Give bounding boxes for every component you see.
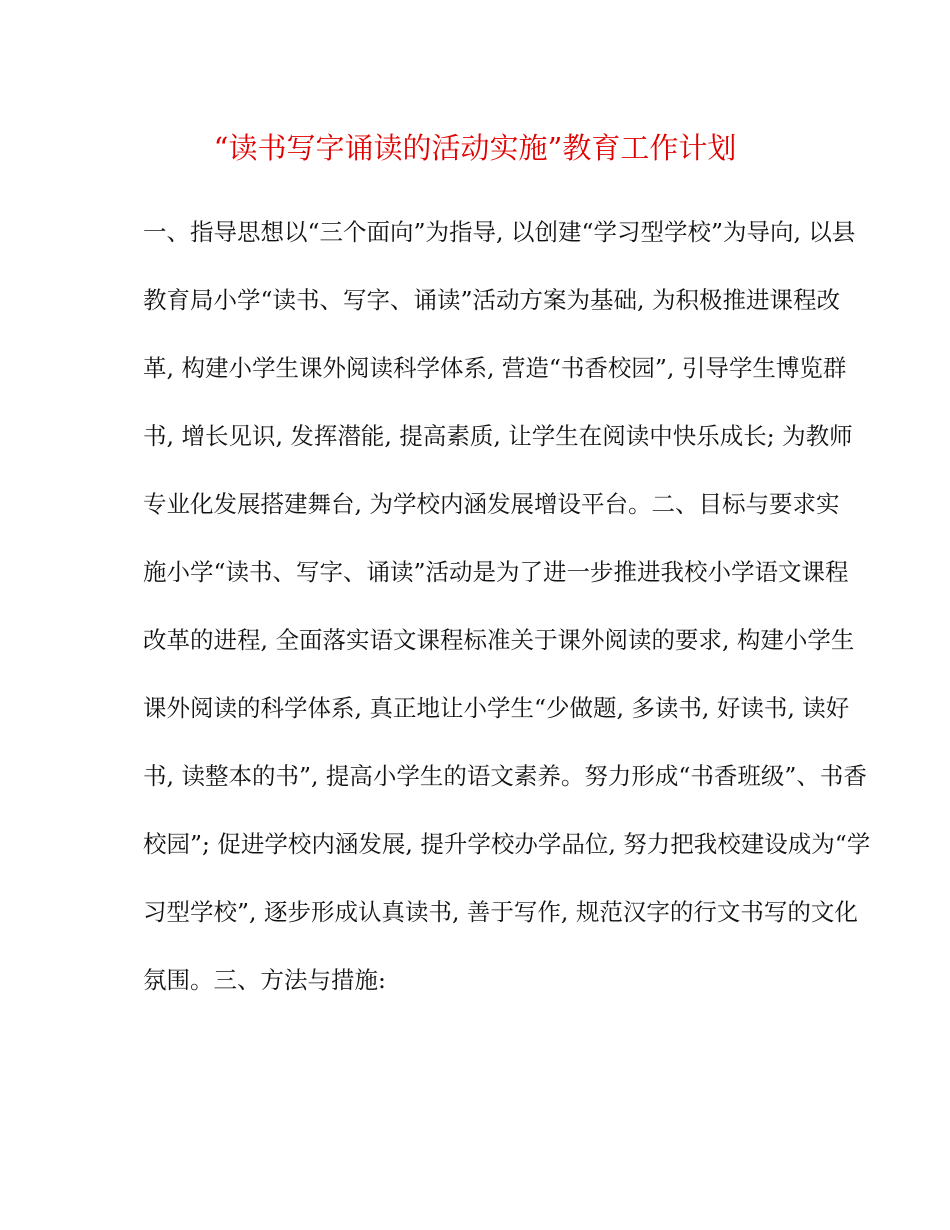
- body-line: 书, 读整本的书”, 提高小学生的语文素养。努力形成“书香班级”、书香: [143, 762, 867, 790]
- body-line: 改革的进程, 全面落实语文课程标准关于课外阅读的要求, 构建小学生: [143, 626, 855, 654]
- body-line: 一、指导思想以“三个面向”为指导, 以创建“学习型学校”为导向, 以县: [143, 218, 856, 246]
- body-line: 专业化发展搭建舞台, 为学校内涵发展增设平台。二、目标与要求实: [143, 490, 840, 518]
- body-line: 教育局小学“读书、写字、诵读”活动方案为基础, 为积极推进课程改: [143, 286, 840, 314]
- document-body: [143, 212, 871, 1028]
- body-line: 书, 增长见识, 发挥潜能, 提高素质, 让学生在阅读中快乐成长; 为教师: [143, 422, 853, 450]
- body-line: 革, 构建小学生课外阅读科学体系, 营造“书香校园”, 引导学生博览群: [143, 354, 847, 382]
- body-line: 氛围。三、方法与措施:: [143, 966, 386, 994]
- body-line: 施小学“读书、写字、诵读”活动是为了进一步推进我校小学语文课程: [143, 558, 849, 586]
- body-line: 习型学校”, 逐步形成认真读书, 善于写作, 规范汉字的行文书写的文化: [143, 898, 858, 926]
- body-line: 课外阅读的科学体系, 真正地让小学生“少做题, 多读书, 好读书, 读好: [143, 694, 850, 722]
- document-title: “读书写字诵读的活动实施”教育工作计划: [213, 131, 737, 165]
- body-line: 校园”; 促进学校内涵发展, 提升学校办学品位, 努力把我校建设成为“学: [143, 830, 871, 858]
